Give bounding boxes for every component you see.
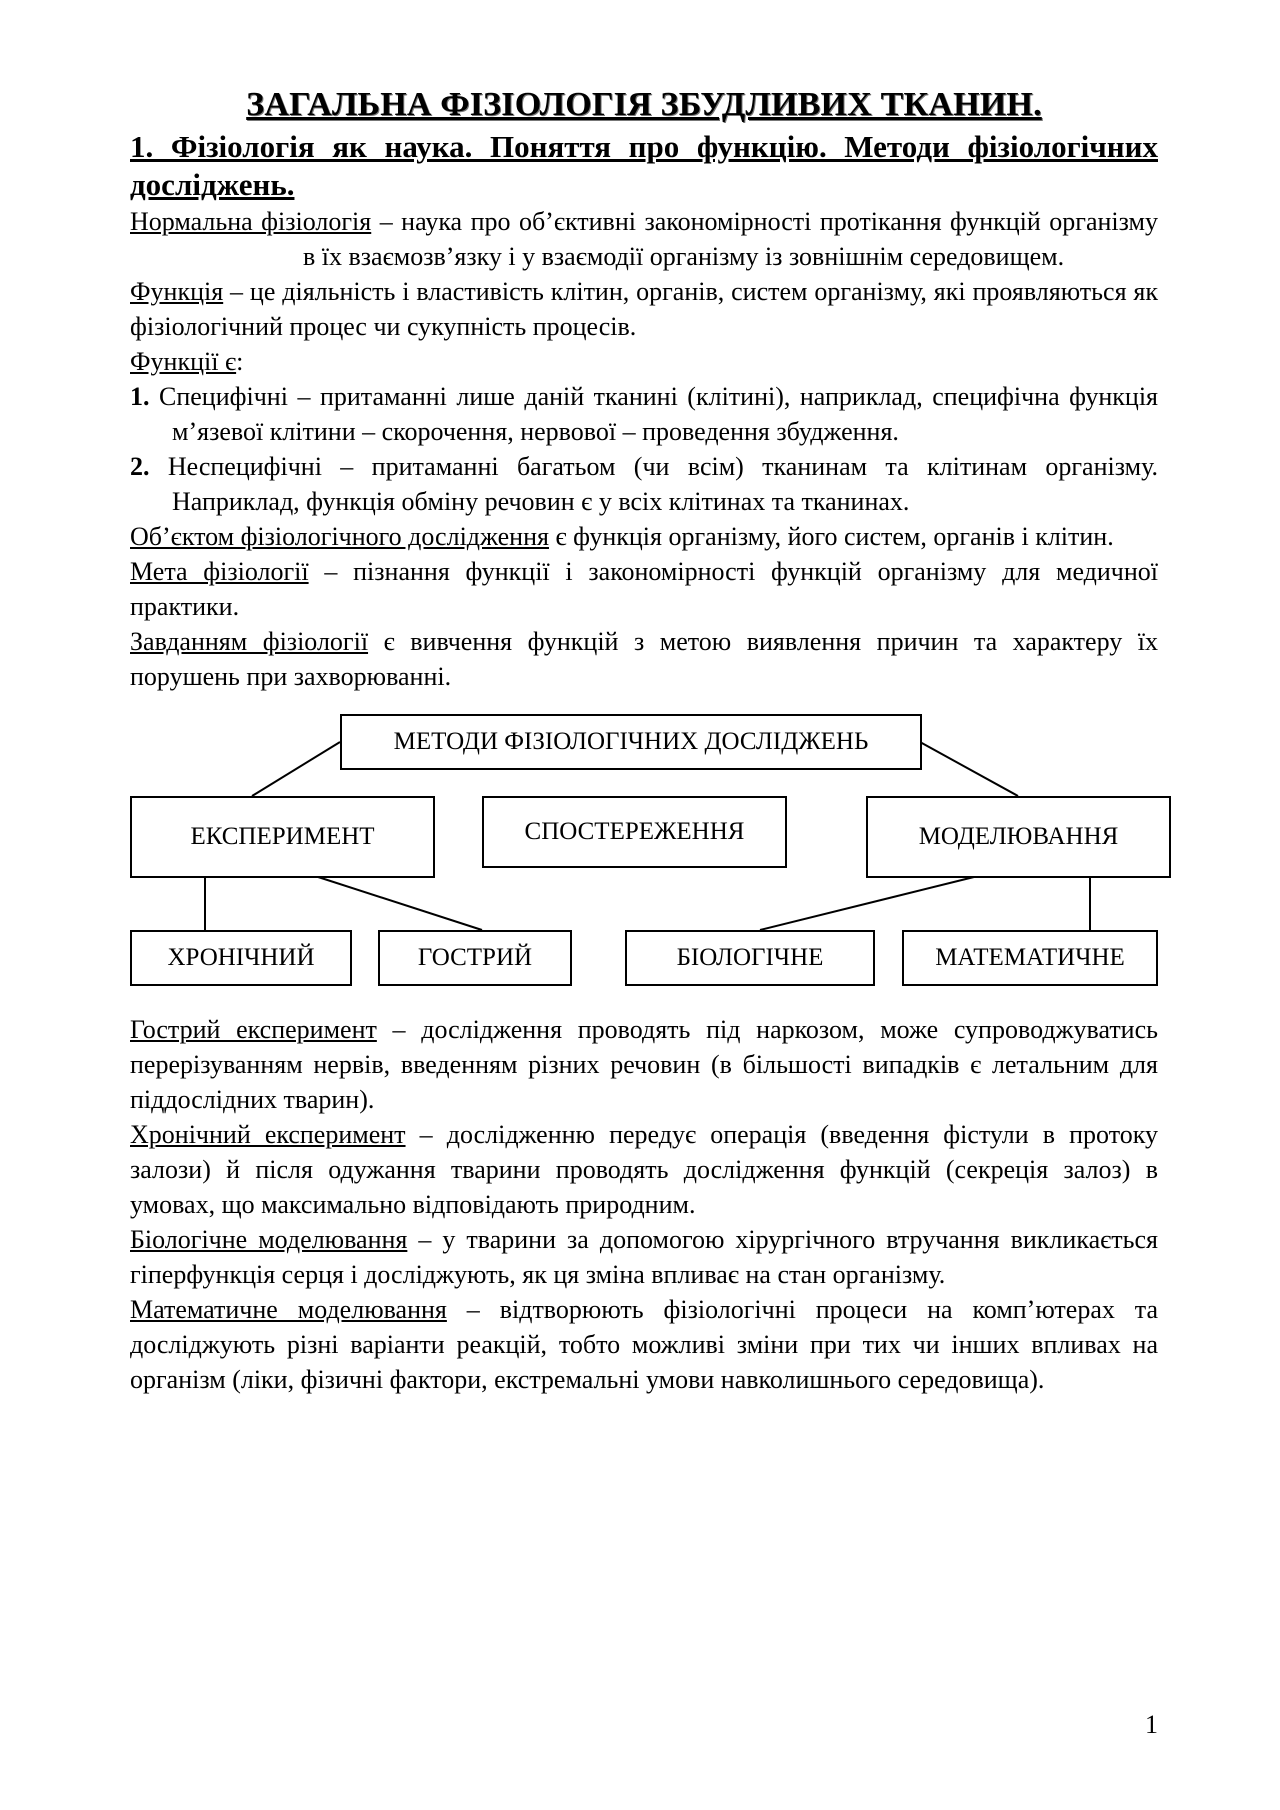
definition-math-modeling: Математичне моделювання – відтворюють фізіологічні процеси на комп’ютерах та досліджують різні варіанти реакцій, тобто можливі зміни при тих чи інших впливах на організм (ліки, фізичні фактори, екстремальні умови навколишнього середовища).	[130, 1295, 1158, 1394]
methods-diagram	[130, 714, 1158, 1004]
term-chronic-experiment: Хронічний експеримент	[130, 1120, 406, 1149]
diagram-modeling-box: МОДЕЛЮВАННЯ	[866, 796, 1171, 878]
definition-biological-modeling: Біологічне моделювання – у тварини за допомогою хірургічного втручання викликається гіперфункція серця і досліджують, як ця зміна впливає на стан організму.	[130, 1225, 1158, 1289]
diagram-acute-box: ГОСТРИЙ	[378, 930, 572, 986]
term-functions-are: Функції є	[130, 347, 237, 376]
term-function: Функція	[130, 277, 224, 306]
term-biological-modeling: Біологічне моделювання	[130, 1225, 408, 1254]
page-title: ЗАГАЛЬНА ФІЗІОЛОГІЯ ЗБУДЛИВИХ ТКАНИН.	[246, 86, 1042, 123]
term-goal: Мета фізіології	[130, 557, 309, 586]
definition-normal-physiology: Нормальна фізіологія – наука про об’єктивні закономірності протікання функцій організму в їх взаємозв’язку і у взаємодії організму із зовнішнім середовищем.	[130, 207, 1158, 271]
definition-chronic-experiment: Хронічний експеримент – дослідженню передує операція (введення фістули в протоку залози) й після одужання тварини проводять дослідження функцій (секреція залоз) в умовах, що максимально відповідають природним.	[130, 1120, 1158, 1219]
list-item-nonspecific: 2. Неспецифічні – притаманні багатьом (чи всім) тканинам та клітинам організму. Наприклад, функція обміну речовин є у всіх клітинах та тканинах.	[130, 452, 1158, 516]
definition-function: Функція – це діяльність і властивість клітин, органів, систем організму, які проявляються як фізіологічний процес чи сукупність процесів.	[130, 277, 1158, 341]
page-number: 1	[1145, 1710, 1158, 1739]
term-acute-experiment: Гострий експеримент	[130, 1015, 377, 1044]
term-math-modeling: Математичне моделювання	[130, 1295, 447, 1324]
diagram-experiment-box: ЕКСПЕРИМЕНТ	[130, 796, 435, 878]
list-item-specific: 1. Специфічні – притаманні лише даній тканині (клітині), наприклад, специфічна функція м’язевої клітини – скорочення, нервової – проведення збудження.	[130, 382, 1158, 446]
connector-root-modeling	[920, 742, 1018, 796]
diagram-mathematical-box: МАТЕМАТИЧНЕ	[902, 930, 1158, 986]
connector-root-experiment	[252, 742, 340, 796]
definition-task: Завданням фізіології є вивчення функцій з метою виявлення причин та характеру їх порушень при захворюванні.	[130, 627, 1158, 691]
document-page	[130, 84, 1158, 1397]
connector-experiment-acute	[315, 876, 482, 930]
definition-acute-experiment: Гострий експеримент – дослідження проводять під наркозом, може супроводжуватись перерізуванням нервів, введенням різних речовин (в більшості випадків є летальним для піддослідних тварин).	[130, 1015, 1158, 1114]
definition-goal: Мета фізіології – пізнання функції і закономірності функцій організму для медичної практики.	[130, 557, 1158, 621]
intro-section	[130, 204, 1158, 694]
functions-are-label: Функції є:	[130, 347, 244, 376]
diagram-biological-box: БІОЛОГІЧНЕ	[625, 930, 875, 986]
diagram-observation-box: СПОСТЕРЕЖЕННЯ	[482, 796, 787, 868]
methods-section	[130, 1012, 1158, 1397]
diagram-root-box: МЕТОДИ ФІЗІОЛОГІЧНИХ ДОСЛІДЖЕНЬ	[340, 714, 922, 770]
definition-object: Об’єктом фізіологічного дослідження є функція організму, його систем, органів і клітин.	[130, 522, 1114, 551]
connector-modeling-biological	[760, 876, 978, 930]
diagram-chronic-box: ХРОНІЧНИЙ	[130, 930, 352, 986]
term-task: Завданням фізіології	[130, 627, 369, 656]
term-object: Об’єктом фізіологічного дослідження	[130, 522, 549, 551]
term-normal-physiology: Нормальна фізіологія	[130, 207, 372, 236]
section-heading: 1. Фізіологія як наука. Поняття про функцію. Методи фізіологічних досліджень.	[130, 129, 1158, 202]
